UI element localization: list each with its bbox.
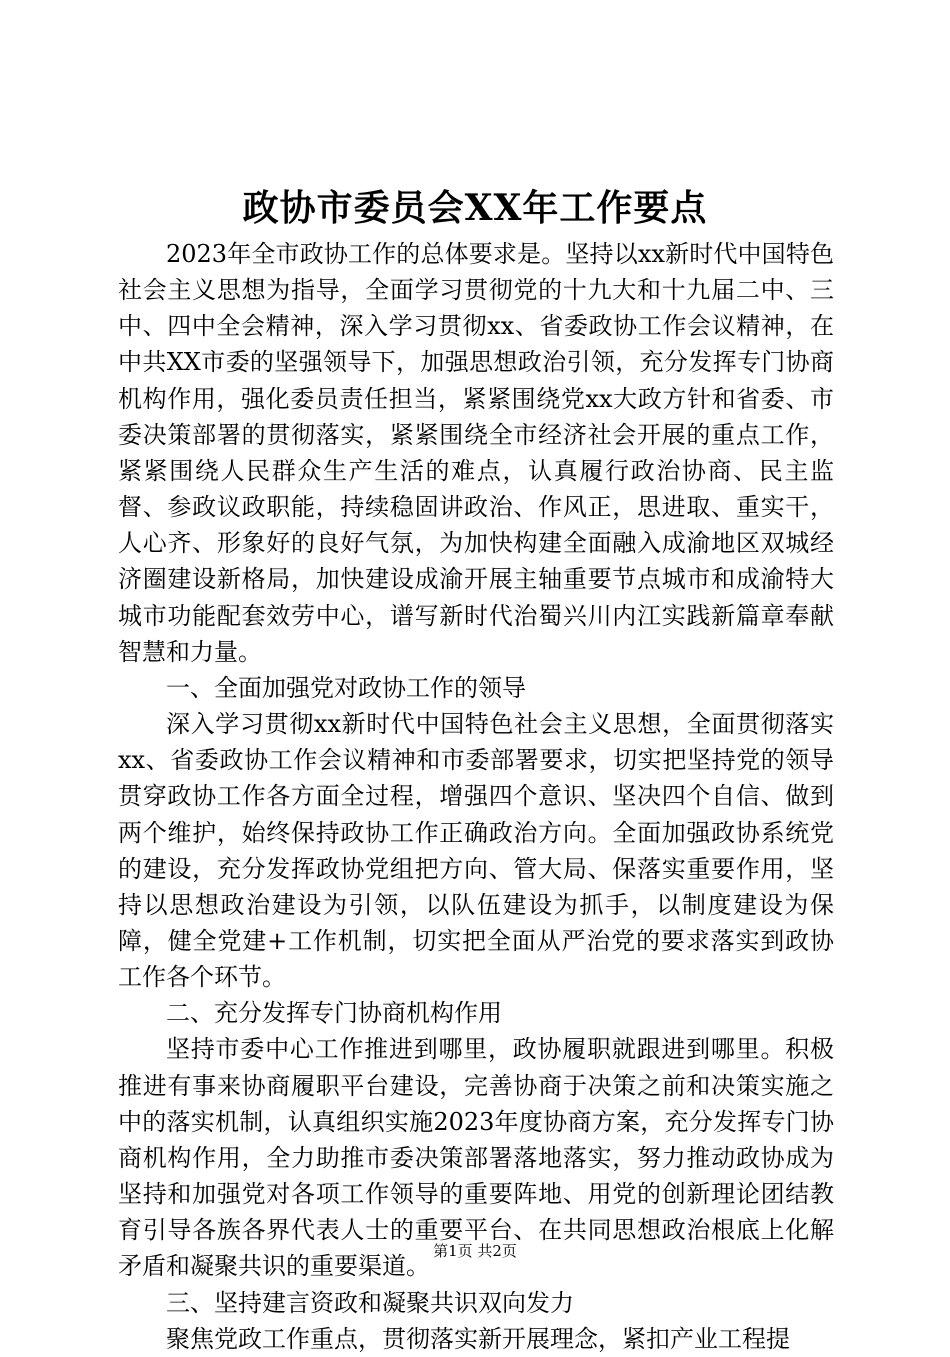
intro-paragraph: 2023年全市政协工作的总体要求是。坚持以xx新时代中国特色社会主义思想为指导，全面学习贯彻党的十九大和十九届二中、三中、四中全会精神，深入学习贯彻xx、省委政协工作会议精神，在中共XX市委的坚强领导下，加强思想政治引领，充分发挥专门协商机构作用，强化委员责任担当，紧紧围绕党xx大政方针和省委、市委决策部署的贯彻落实，紧紧围绕全市经济社会开展的重点工作，紧紧围绕人民群众生产生活的难点，认真履行政治协商、民主监督、参政议政职能，持续稳固讲政治、作风正，思进取、重实干，人心齐、形象好的良好气氛，为加快构建全面融入成渝地区双城经济圈建设新格局，加快建设成渝开展主轴重要节点城市和成渝特大城市功能配套效劳中心，谱写新时代治蜀兴川内江实践新篇章奉献智慧和力量。 [118,240,834,666]
document-title: 政协市委员会XX年工作要点 [242,187,708,229]
section-paragraph-3: 聚焦党政工作重点，贯彻落实新开展理念，紧扣产业工程提 [166,1324,790,1353]
section-paragraph-1: 深入学习贯彻xx新时代中国特色社会主义思想，全面贯彻落实xx、省委政协工作会议精神和市委部署要求，切实把坚持党的领导贯穿政协工作各方面全过程，增强四个意识、坚决四个自信、做到两个维护，始终保持政协工作正确政治方向。全面加强政协系统党的建设，充分发挥政协党组把方向、管大局、保落实重要作用，坚持以思想政治建设为引领，以队伍建设为抓手，以制度建设为保障，健全党建+工作机制，切实把全面从严治党的要求落实到政协工作各个环节。 [118,710,834,992]
page-footer: 第1页 共2页 [433,1242,517,1260]
section-heading-2: 二、充分发挥专门协商机构作用 [166,999,502,1028]
section-heading-1: 一、全面加强党对政协工作的领导 [166,673,526,702]
document-body [118,236,834,1357]
section-heading-3: 三、坚持建言资政和凝聚共识双向发力 [166,1288,574,1317]
section-paragraph-2: 坚持市委中心工作推进到哪里，政协履职就跟进到哪里。积极推进有事来协商履职平台建设，完善协商于决策之前和决策实施之中的落实机制，认真组织实施2023年度协商方案，充分发挥专门协商机构作用，全力助推市委决策部署落地落实，努力推动政协成为坚持和加强党对各项工作领导的重要阵地、用党的创新理论团结教育引导各族各界代表人士的重要平台、在共同思想政治根底上化解矛盾和凝聚共识的重要渠道。 [118,1035,834,1281]
